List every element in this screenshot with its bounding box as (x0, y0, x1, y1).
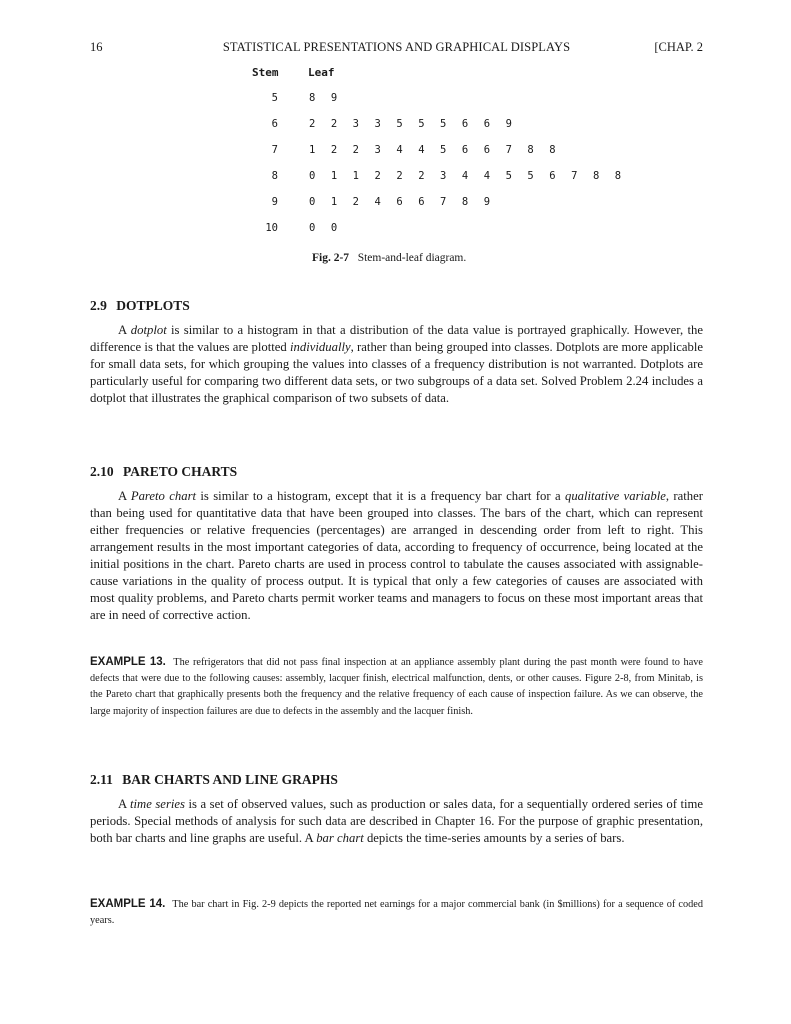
text-run: is similar to a histogram in that a distribution of the data value is portrayed graphically. However, the difference is that the values are plotted (90, 323, 703, 354)
term-bar-chart: bar chart (316, 831, 364, 845)
leaf-values: 0 1 1 2 2 2 3 4 4 5 5 6 7 8 8 (309, 170, 626, 182)
figure-caption (312, 252, 466, 264)
term-dotplot: dotplot (130, 323, 167, 337)
example-label: EXAMPLE 14. (90, 898, 166, 910)
stem-value: 5 (271, 92, 278, 104)
leaf-values: 0 0 (309, 222, 342, 234)
section-number: 2.9 (90, 298, 107, 313)
section-title: DOTPLOTS (116, 298, 190, 313)
text-run: is similar to a histogram, except that it is a frequency bar chart for a (196, 489, 565, 503)
leaf-values: 8 9 (309, 92, 342, 104)
stem-leaf-row (240, 118, 570, 132)
paragraph-pareto (90, 488, 703, 624)
term-time-series: time series (130, 797, 185, 811)
stem-column-header: Stem (252, 66, 279, 79)
stem-value: 9 (271, 196, 278, 208)
paragraph-dotplots (90, 322, 703, 407)
section-title: BAR CHARTS AND LINE GRAPHS (122, 772, 338, 787)
page-number: 16 (90, 40, 103, 54)
section-title: PARETO CHARTS (123, 464, 238, 479)
example-14 (90, 896, 703, 929)
stem-leaf-row (240, 222, 570, 236)
stem-leaf-diagram (240, 66, 626, 234)
stem-leaf-row (240, 92, 570, 106)
leaf-column-header: Leaf (308, 66, 335, 79)
section-number: 2.10 (90, 464, 114, 479)
stem-leaf-row (240, 170, 626, 184)
leaf-values: 1 2 2 3 4 4 5 6 6 7 8 8 (309, 144, 561, 156)
text-run: A (118, 489, 131, 503)
section-heading-pareto (90, 464, 237, 480)
stem-leaf-header (240, 66, 570, 82)
example-label: EXAMPLE 13. (90, 656, 166, 668)
stem-leaf-row (240, 144, 570, 158)
emphasis-individually: individually (290, 340, 351, 354)
text-run: A (118, 797, 130, 811)
term-pareto-chart: Pareto chart (130, 489, 197, 503)
section-number: 2.11 (90, 772, 113, 787)
stem-value: 10 (265, 222, 278, 234)
text-run: is a set of observed values, such as production or sales data, for a sequentially ordered series of time periods. Special methods of analysis for such data are described in Chapter 16. For the purpose of graphic presentation, both bar charts and line graphs are useful. A (90, 797, 704, 845)
text-run: , rather than being used for quantitative data that have been grouped into classes. The bars of the chart, which can represent either frequencies or relative frequencies (percentages) are arranged in descending order from left to right. This arrangement results in the most important categories of data, according to frequency of occurrence, being located at the initial positions in the chart. Pareto charts are used in process control to tabulate the causes associated with assignable-cause variations in the quality of process output. It is typical that only a few categories of causes are associated with most quality problems, and Pareto charts permit worker teams and managers to focus on these most important areas that are in need of corrective action. (90, 489, 704, 622)
stem-leaf-row (240, 196, 570, 210)
figure-label: Fig. 2-7 (312, 252, 350, 264)
section-heading-bar-charts (90, 772, 338, 788)
example-13 (90, 654, 703, 720)
running-title: STATISTICAL PRESENTATIONS AND GRAPHICAL DISPLAYS (222, 40, 571, 54)
stem-value: 7 (271, 144, 278, 156)
term-qualitative-variable: qualitative variable (564, 489, 666, 503)
leaf-values: 2 2 3 3 5 5 5 6 6 9 (309, 118, 517, 130)
section-heading-dotplots (90, 298, 190, 314)
example-text: The bar chart in Fig. 2-9 depicts the reported net earnings for a major commercial bank (in $millions) for a sequence of coded years. (90, 899, 703, 927)
leaf-values: 0 1 2 4 6 6 7 8 9 (309, 196, 495, 208)
paragraph-bar-charts (90, 796, 703, 847)
figure-caption-text: Stem-and-leaf diagram. (357, 252, 467, 264)
text-run: depicts the time-series amounts by a series of bars. (363, 831, 625, 845)
text-run: A (118, 323, 131, 337)
stem-value: 8 (271, 170, 278, 182)
text-run: , rather than being grouped into classes. Dotplots are more applicable for small data sets, for which grouping the values into classes of a frequency distribution is not warranted. Dotplots are particularly useful for comparing two different data sets, or two subgroups of a data set. Solved Problem 2.24 includes a dotplot that illustrates the graphical comparison of two subsets of data. (90, 340, 703, 405)
running-header (90, 40, 703, 56)
example-text: The refrigerators that did not pass final inspection at an appliance assembly plant during the past month were found to have defects that were due to the following causes: assembly, lacquer finish, electrical malfunction, dents, or other causes. Figure 2-8, from Minitab, is the Pareto chart that graphically presents both the frequency and the relative frequency of each cause of inspection failure. As we can observe, the large majority of inspection failures are due to defects in the assembly and the lacquer finish. (90, 657, 703, 717)
stem-value: 6 (271, 118, 278, 130)
chapter-label: [CHAP. 2 (654, 40, 703, 54)
